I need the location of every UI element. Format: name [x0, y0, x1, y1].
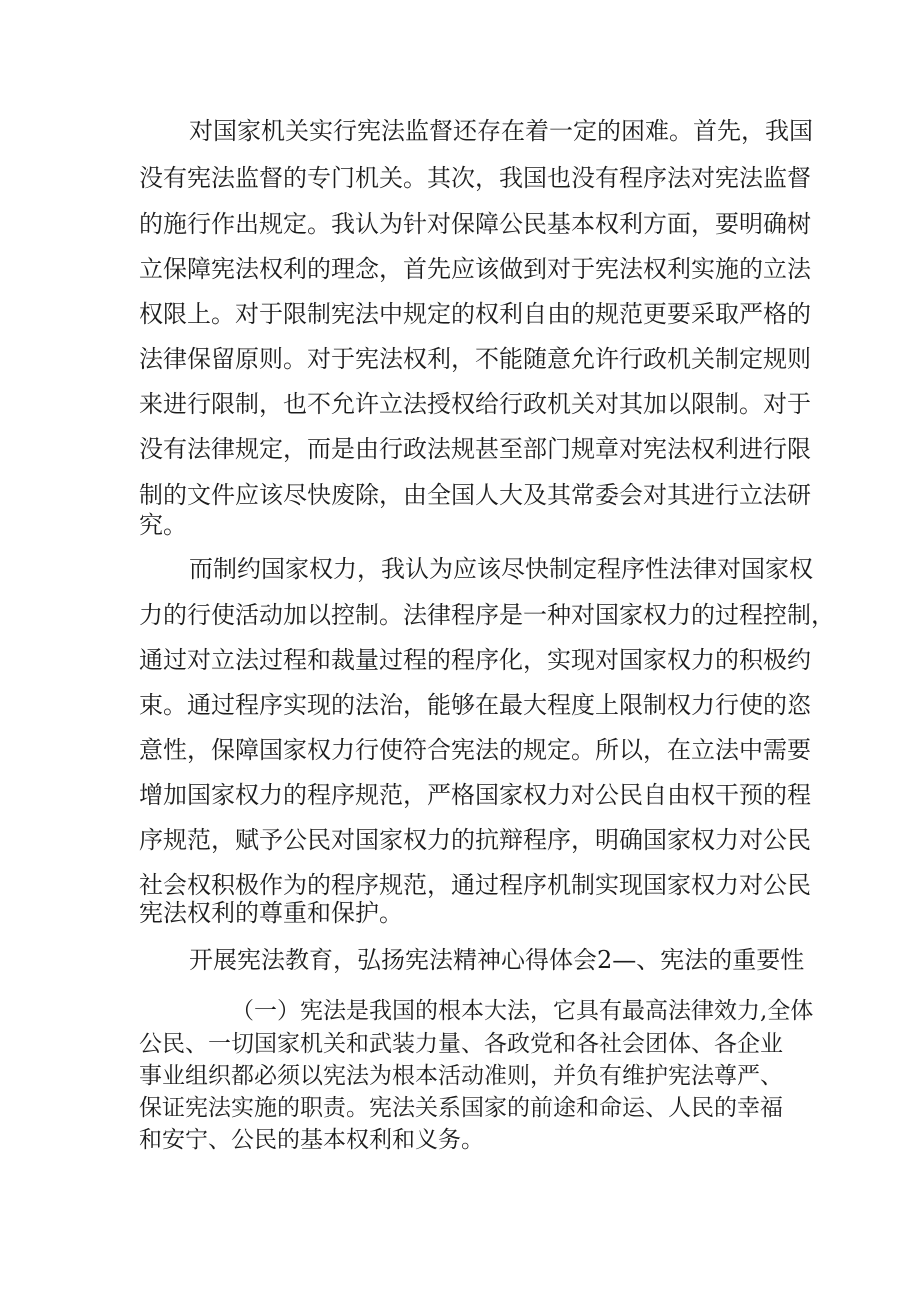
paragraph-3-line: 公民、一切国家机关和武装力量、各政党和各社会团体、各企业	[139, 1031, 783, 1057]
paragraph-3-line: 保证宪法实施的职责。宪法关系国家的前途和命运、人民的幸福	[139, 1095, 783, 1121]
paragraph-1-line: 的施行作出规定。我认为针对保障公民基本权利方面，要明确树	[139, 210, 811, 238]
paragraph-1-line: 制的文件应该尽快废除，由全国人大及其常委会对其进行立法研	[139, 481, 811, 509]
paragraph-2-line: 社会权积极作为的程序规范，通过程序机制实现国家权力对公民	[139, 871, 811, 899]
paragraph-2-line: 增加国家权力的程序规范，严格国家权力对公民自由权干预的程	[139, 781, 811, 809]
paragraph-3-line: （一）宪法是我国的根本大法，它具有最高法律效力,全体	[231, 998, 814, 1024]
paragraph-2-line: 而制约国家权力，我认为应该尽快制定程序性法律对国家权	[189, 555, 813, 583]
paragraph-2-line: 宪法权利的尊重和保护。	[139, 899, 403, 927]
paragraph-2-line: 束。通过程序实现的法治，能够在最大程度上限制权力行使的恣	[139, 691, 811, 719]
paragraph-3-line: 事业组织都必须以宪法为根本活动准则，并负有维护宪法尊严、	[139, 1063, 783, 1089]
paragraph-3-line: 和安宁、公民的基本权利和义务。	[139, 1127, 484, 1153]
paragraph-1-line: 没有宪法监督的专门机关。其次，我国也没有程序法对宪法监督	[139, 164, 811, 192]
paragraph-1-line: 权限上。对于限制宪法中规定的权利自由的规范更要采取严格的	[139, 300, 811, 328]
paragraph-2-line: 序规范，赋予公民对国家权力的抗辩程序，明确国家权力对公民	[139, 826, 811, 854]
paragraph-1-line: 法律保留原则。对于宪法权利，不能随意允许行政机关制定规则	[139, 345, 811, 373]
paragraph-1-line: 立保障宪法权利的理念，首先应该做到对于宪法权利实施的立法	[139, 255, 811, 283]
paragraph-1-line: 对国家机关实行宪法监督还存在着一定的困难。首先，我国	[189, 117, 813, 145]
paragraph-2-line: 力的行使活动加以控制。法律程序是一种对国家权力的过程控制，	[139, 601, 835, 629]
paragraph-1-line: 究。	[139, 511, 187, 539]
paragraph-1-line: 来进行限制，也不允许立法授权给行政机关对其加以限制。对于	[139, 390, 811, 418]
paragraph-2-line: 通过对立法过程和裁量过程的程序化，实现对国家权力的积极约	[139, 646, 811, 674]
section-heading: 开展宪法教育，弘扬宪法精神心得体会2—、宪法的重要性	[189, 946, 805, 974]
paragraph-1-line: 没有法律规定，而是由行政法规甚至部门规章对宪法权利进行限	[139, 435, 811, 463]
paragraph-2-line: 意性，保障国家权力行使符合宪法的规定。所以，在立法中需要	[139, 736, 811, 764]
